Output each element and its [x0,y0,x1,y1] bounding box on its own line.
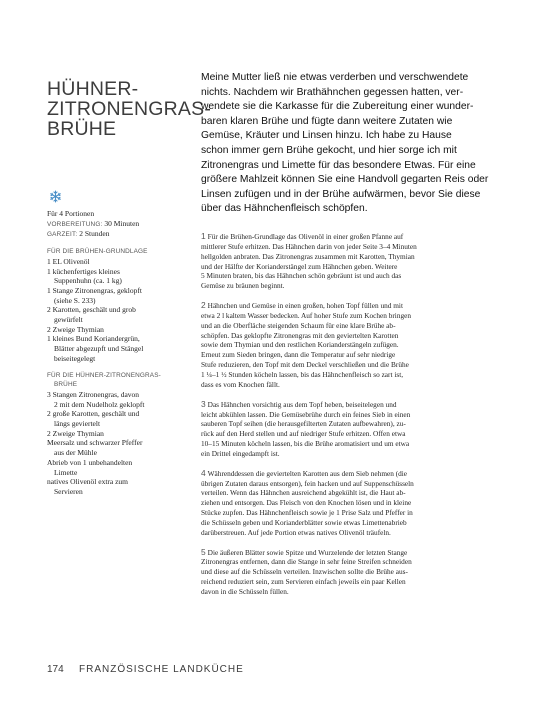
intro-line: nichts. Nachdem wir Brathähnchen gegessen hatten, ver- [201,86,464,98]
step-line: Stücke zupfen. Das Hähnchenfleisch sowie je 1 Prise Salz und Pfeffer in [201,508,413,518]
ingredient-line: 1 EL Olivenöl [47,256,90,266]
ingredients-panel [47,209,187,497]
ingredients-heading: BRÜHE [54,381,78,389]
step-text: Für die Brühen-Grundlage das Olivenöl in einer großen Pfanne auf [207,232,404,241]
step-line: hellgolden anbraten. Das Zitronengras zusammen mit Karotten, Thymian [201,251,415,261]
step-line: sauberen Topf seihen (die herausgefilterten Zutaten aufbewahren), zu- [201,419,406,429]
step-line: dass es vom Knochen fällt. [201,379,280,389]
ingredient-line: 1 küchenfertiges kleines [47,266,120,276]
ingredient-line: Blätter abgezupft und Stängel [54,344,144,354]
ingredient-line: Servieren [54,486,83,496]
step-text: Die äußeren Blätter sowie Spitze und Wurzelende der letzten Stange [207,547,408,557]
step-line: und diese auf die Schüsseln verteilen. Inzwischen sollte die Brühe aus- [201,567,408,577]
step-line [201,301,501,311]
ingredient-line: beiseitegelegt [54,353,96,363]
recipe-title-line: BRÜHE [47,118,117,141]
page-number: 174 [47,664,64,675]
intro-line: größere Mahlzeit können Sie eine Handvoll gegarten Reis oder [201,174,489,186]
step-line: verteilen. Wenn das Hähnchen ausreichend abgekühlt ist, die Haut ab- [201,488,406,498]
step-text: Währenddessen die geviertelten Karotten aus dem Sieb nehmen (die [207,468,408,478]
step-line: Erneut zum Sieden bringen, dann die Temperatur auf sehr niedrige [201,350,396,360]
step-line: schöpfen. Das geklopfte Zitronengras mit den geviertelten Karotten [201,330,399,340]
step-number: 2 [201,300,206,311]
step-line: rück auf den Herd stellen und auf niedriger Stufe erhitzen. Offen etwa [201,429,406,439]
step-line: 5 Minuten braten, bis das Hähnchen schön gebräunt ist und auch das [201,271,402,281]
step-line: leicht abkühlen lassen. Die Gemüsebrühe durch ein feines Sieb in einen [201,409,411,419]
ingredients-list [47,257,187,364]
step-number: 3 [201,398,206,409]
ingredient-line: Suppenhuhn (ca. 1 kg) [54,276,122,286]
ingredient-line: längs geviertelt [54,419,101,429]
section-title: FRANZÖSISCHE LANDKÜCHE [79,664,244,675]
step-line: reichend reduziert sein, zum Servieren einfach jeweils ein paar Kellen [201,577,406,587]
step-line: 10–15 Minuten köcheln lassen, bis die Brühe aromatisiert und um etwa [201,439,410,449]
step-line: 1 ¼–1 ½ Stunden köcheln lassen, bis das Hähnchenfleisch so zart ist, [201,369,404,379]
step-line: etwa 2 l kaltem Wasser bedecken. Auf hoher Stufe zum Kochen bringen [201,310,412,320]
ingredient-line: 2 Zweige Thymian [47,324,104,334]
method-step [201,301,501,390]
method-steps [201,232,501,607]
intro-line: Linsen zufügen und in der Brühe aufwärmen, bevor Sie diese [201,188,481,200]
ingredient-line: 2 Karotten, geschält und grob [47,305,136,315]
intro-line: Meine Mutter ließ nie etwas verderben und verschwendete [201,72,469,83]
method-step [201,232,501,291]
step-line: und an die Oberfläche steigenden Schaum für eine klare Brühe ab- [201,320,396,330]
cook-time-label: GARZEIT: [47,231,78,239]
step-line: davon in die Schüsseln füllen. [201,587,289,596]
step-line [201,400,501,410]
step-line: darüberstreuen. Auf jede Portion etwas natives Olivenöl träufeln. [201,527,391,537]
ingredients-list [47,390,187,497]
step-line: Gemüse zu bräunen beginnt. [201,281,285,291]
recipe-title-line: HÜHNER- [47,78,139,101]
step-line: sowie dem Thymian und den restlichen Korianderstängeln zufügen. [201,340,399,350]
step-line [201,232,501,242]
step-line: ziehen und entsorgen. Das Fleisch von den Knochen lösen und in kleine [201,498,412,508]
ingredients-heading: FÜR DIE BRÜHEN-GRUNDLAGE [47,248,148,256]
step-line: Stufe reduzieren, den Topf mit dem Deckel verschließen und die Brühe [201,360,409,370]
intro-line: schon immer gern Brühe gekocht, und hier sorge ich mit [201,144,457,156]
step-number: 1 [201,231,206,241]
prep-time-value: 30 Minuten [102,218,140,228]
ingredient-line: (siehe S. 233) [54,295,96,305]
ingredient-line: 2 mit dem Nudelholz geklopft [54,399,145,409]
prep-time-label: VORBEREITUNG: [47,220,103,228]
ingredient-line: natives Olivenöl extra zum [47,477,129,487]
step-line [201,548,501,558]
recipe-title-line: ZITRONENGRAS- [47,98,212,121]
prep-time [47,219,187,230]
step-line: und der Hälfte der Korianderstängel zum Hähnchen geben. Weitere [201,261,398,271]
recipe-intro [201,71,498,217]
snowflake-icon [49,190,62,203]
ingredient-line: 3 Stangen Zitronengras, davon [47,389,140,399]
portions: Für 4 Portionen [47,209,95,218]
intro-line: Gemüse, Kräuter und Linsen hinzu. Ich habe zu Hause [201,130,452,142]
step-text: Das Hähnchen vorsichtig aus dem Topf heben, beiseitelegen und [207,399,397,409]
method-step [201,400,501,459]
cook-time [47,229,187,240]
step-line: mittlerer Stufe erhitzen. Das Hähnchen darin von jeder Seite 3–4 Minuten [201,241,417,251]
ingredient-line: gewürfelt [54,315,83,325]
step-number: 5 [201,546,206,557]
intro-line: baren klaren Brühe und fügte dann weitere Zutaten wie [201,115,453,127]
ingredient-line: 2 große Karotten, geschält und [47,409,140,419]
method-step [201,548,501,597]
step-number: 4 [201,467,206,478]
step-text: Hähnchen und Gemüse in einen großen, hohen Topf füllen und mit [207,301,403,311]
ingredient-line: Abrieb von 1 unbehandelten [47,457,133,467]
intro-line: wendete sie die Karkasse für die Zubereitung einer wunder- [201,101,474,113]
ingredient-line: aus der Mühle [54,448,97,458]
step-line: Zitronengras entfernen, dann die Stange in sehr feine Streifen schneiden [201,557,412,567]
cook-time-value: 2 Stunden [77,229,110,239]
intro-line: Zitronengras und Limette für das besondere Etwas. Für eine [201,159,476,171]
step-line: übrigen Zutaten daraus entsorgen), fein hacken und auf Suppenschüsseln [201,478,414,488]
ingredient-line: 2 Zweige Thymian [47,428,104,438]
ingredient-line: 1 Stange Zitronengras, geklopft [47,285,142,295]
recipe-title [47,78,212,141]
ingredient-line: Meersalz und schwarzer Pfeffer [47,438,143,448]
ingredients-heading: FÜR DIE HÜHNER-ZITRONENGRAS- [47,371,161,379]
intro-line: über das Hähnchenfleisch schöpfen. [201,203,368,215]
step-line: ein Drittel eingedampft ist. [201,448,280,458]
ingredient-line: 1 kleines Bund Koriandergrün, [47,334,140,344]
step-line: die Schüsseln geben und Korianderblätter sowie etwas Limettenabrieb [201,517,407,527]
ingredient-line: Limette [54,467,78,477]
method-step [201,469,501,538]
step-line [201,469,501,479]
